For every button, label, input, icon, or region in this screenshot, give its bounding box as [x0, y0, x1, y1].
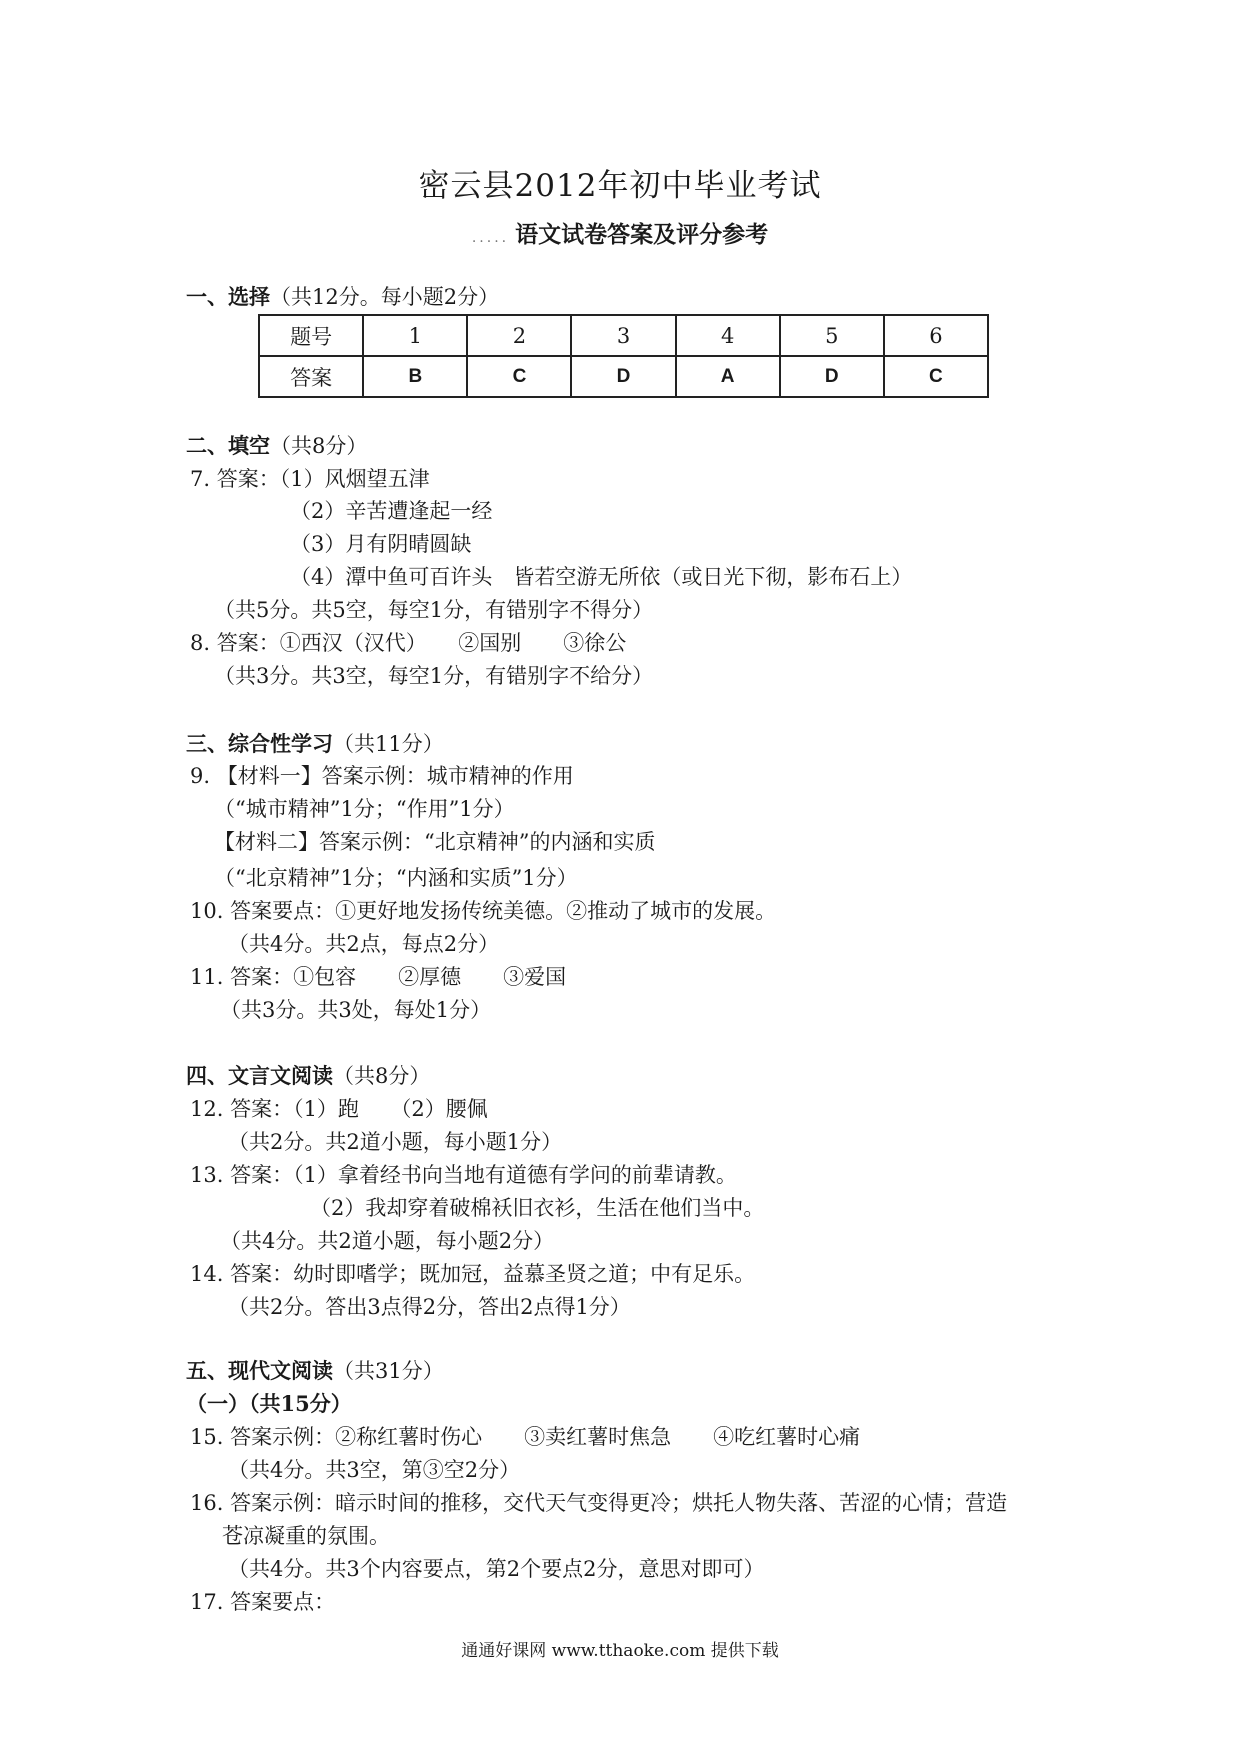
subtitle-text: 语文试卷答案及评分参考 — [515, 221, 769, 248]
answer-line: 12. 答案：（1）跑 （2）腰佩 — [190, 1097, 488, 1121]
table-header-cell: 答案 — [259, 356, 363, 397]
subsection-1-heading: （一）（共15分） — [186, 1391, 352, 1416]
section-3-note: （共11分） — [333, 732, 444, 756]
answer-cell: C — [467, 356, 571, 397]
scoring-note: （共4分。共2道小题，每小题2分） — [220, 1229, 555, 1253]
scoring-note: （“北京精神”1分；“内涵和实质”1分） — [214, 866, 578, 890]
scoring-note: （共4分。共2点，每点2分） — [228, 932, 500, 956]
section-2-label: 二、填空 — [186, 433, 270, 458]
answer-line: （4）潭中鱼可百许头 皆若空游无所依（或日光下彻，影布石上） — [290, 565, 913, 589]
section-1-note: （共12分。每小题2分） — [270, 285, 500, 309]
answer-cell: D — [571, 356, 675, 397]
scoring-note: （共4分。共3个内容要点，第2个要点2分，意思对即可） — [228, 1557, 765, 1581]
answer-line: 7. 答案：（1）风烟望五津 — [190, 467, 430, 491]
scoring-note: （共3分。共3处，每处1分） — [220, 998, 492, 1022]
page-subtitle — [0, 216, 1240, 249]
answer-line: 16. 答案示例：暗示时间的推移，交代天气变得更冷；烘托人物失落、苦涩的心情；营造 — [190, 1491, 1008, 1515]
table-header-cell: 题号 — [259, 315, 363, 356]
section-2-heading — [186, 432, 367, 460]
question-number-cell: 6 — [884, 315, 988, 356]
scoring-note: （共2分。共2道小题，每小题1分） — [228, 1130, 563, 1154]
answer-line: 9. 【材料一】答案示例：城市精神的作用 — [190, 764, 574, 788]
section-5-label: 五、现代文阅读 — [186, 1358, 333, 1383]
answer-line: （3）月有阴晴圆缺 — [290, 532, 472, 556]
answer-line: 苍凉凝重的氛围。 — [222, 1524, 390, 1548]
answer-line: 13. 答案：（1）拿着经书向当地有道德有学问的前辈请教。 — [190, 1163, 737, 1187]
answer-cell: B — [363, 356, 467, 397]
mcq-answer-table — [258, 314, 989, 398]
section-3-heading — [186, 730, 444, 758]
question-number-cell: 3 — [571, 315, 675, 356]
section-5-heading — [186, 1357, 444, 1385]
answer-line: （2）我却穿着破棉袄旧衣衫，生活在他们当中。 — [310, 1196, 765, 1220]
answer-line: 11. 答案：①包容 ②厚德 ③爱国 — [190, 965, 567, 989]
answer-line: 10. 答案要点：①更好地发扬传统美德。②推动了城市的发展。 — [190, 899, 777, 923]
section-2-note: （共8分） — [270, 434, 368, 458]
answer-cell: C — [884, 356, 988, 397]
scoring-note: （“城市精神”1分；“作用”1分） — [214, 797, 515, 821]
section-4-heading — [186, 1062, 430, 1090]
scoring-note: （共5分。共5空，每空1分，有错别字不得分） — [214, 598, 654, 622]
scoring-note: （共3分。共3空，每空1分，有错别字不给分） — [214, 664, 654, 688]
section-1-heading — [186, 283, 499, 311]
section-5-note: （共31分） — [333, 1359, 444, 1383]
table-row — [259, 356, 988, 397]
answer-line: 15. 答案示例：②称红薯时伤心 ③卖红薯时焦急 ④吃红薯时心痛 — [190, 1425, 861, 1449]
section-4-label: 四、文言文阅读 — [186, 1063, 333, 1088]
subtitle-dots: ..... — [471, 230, 510, 246]
page-footer: 通通好课网 www.tthaoke.com 提供下载 — [461, 1641, 779, 1661]
question-number-cell: 5 — [780, 315, 884, 356]
section-1-label: 一、选择 — [186, 284, 270, 309]
scoring-note: （共2分。答出3点得2分，答出2点得1分） — [228, 1295, 631, 1319]
section-4-note: （共8分） — [333, 1064, 431, 1088]
table-row — [259, 315, 988, 356]
answer-line: 8. 答案：①西汉（汉代） ②国别 ③徐公 — [190, 631, 627, 655]
answer-line: （2）辛苦遭逢起一经 — [290, 499, 493, 523]
answer-cell: D — [780, 356, 884, 397]
scoring-note: （共4分。共3空，第③空2分） — [228, 1458, 521, 1482]
question-number-cell: 1 — [363, 315, 467, 356]
page-title: 密云县2012年初中毕业考试 — [418, 168, 822, 204]
answer-line: 17. 答案要点： — [190, 1590, 336, 1614]
question-number-cell: 2 — [467, 315, 571, 356]
answer-line: 【材料二】答案示例：“北京精神”的内涵和实质 — [214, 830, 656, 854]
answer-line: 14. 答案：幼时即嗜学；既加冠，益慕圣贤之道；中有足乐。 — [190, 1262, 756, 1286]
section-3-label: 三、综合性学习 — [186, 731, 333, 756]
answer-cell: A — [676, 356, 780, 397]
question-number-cell: 4 — [676, 315, 780, 356]
